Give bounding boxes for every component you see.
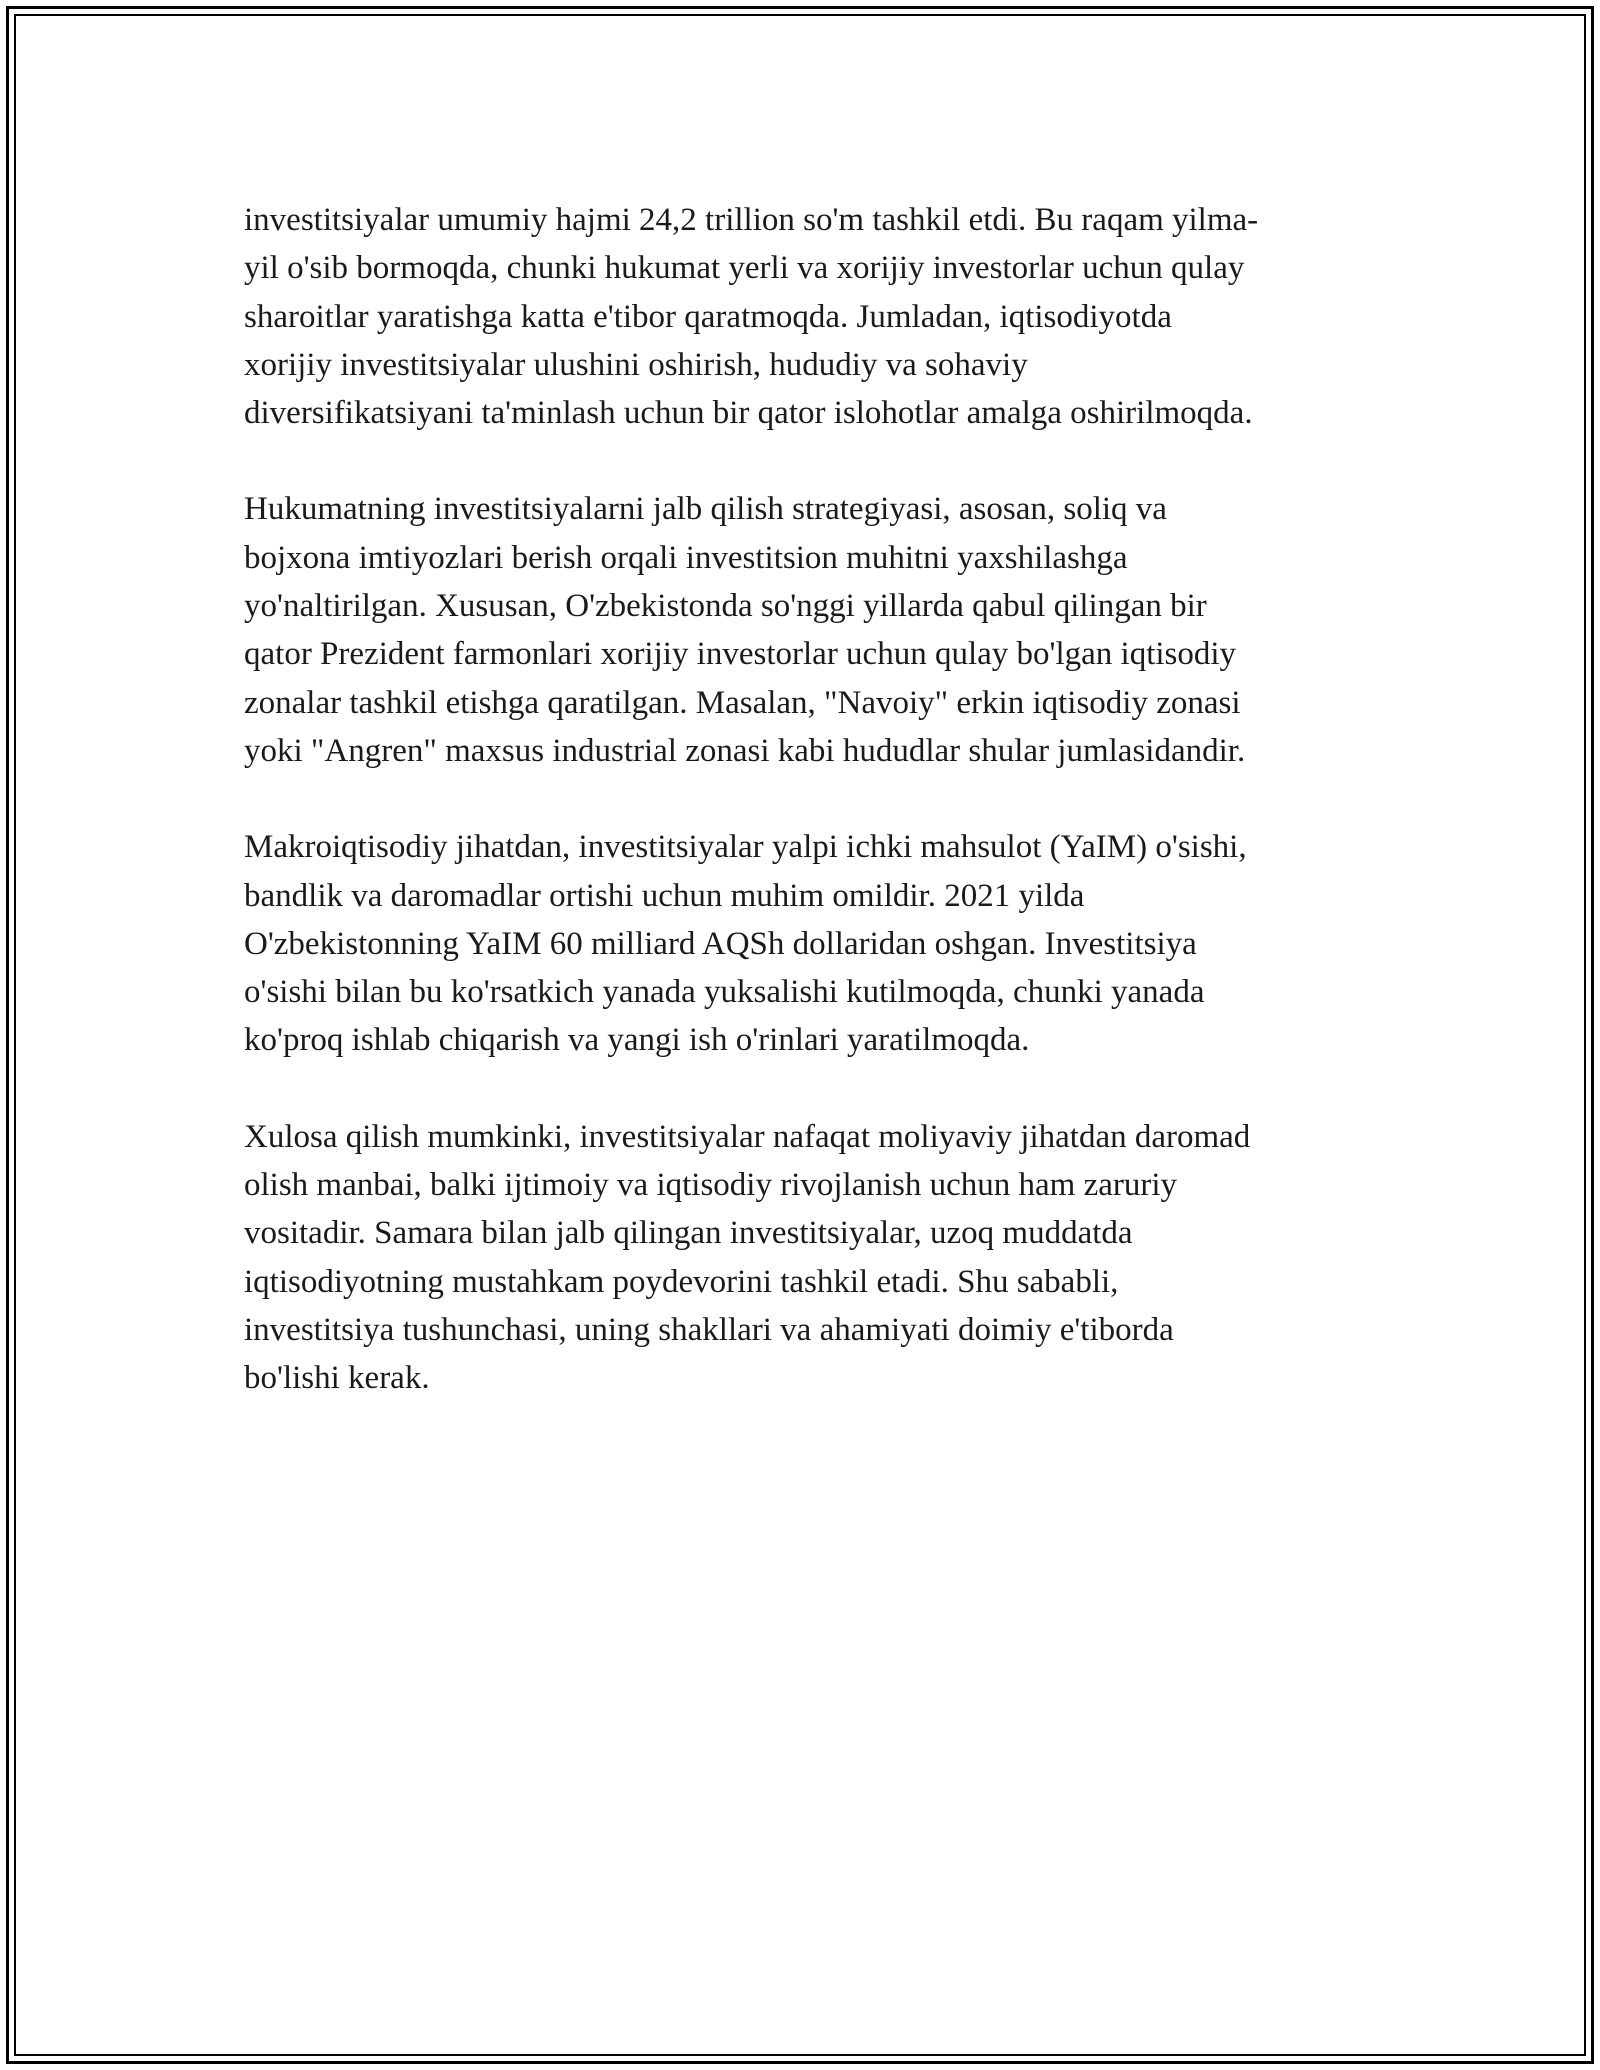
paragraph-conclusion: Xulosa qilish mumkinki, investitsiyalar nafaqat moliyaviy jihatdan daromad olish manbai, balki ijtimoiy va iqtisodiy rivojlanish uchun ham zaruriy vositadir. Samara bilan jalb qilingan investitsiyalar, uzoq muddatda iqtisodiyotning mustahkam poydevorini tashkil etadi. Shu sababli, investitsiya tushunchasi, uning shakllari va ahamiyati doimiy e'tiborda bo'lishi kerak. [244,1118,1251,1397]
paragraph-investment-volume: investitsiyalar umumiy hajmi 24,2 trillion so'm tashkil etdi. Bu raqam yilma- yil o'sib bormoqda, chunki hukumat yerli va xorijiy investorlar uchun qulay sharoitlar yaratishga katta e'tibor qaratmoqda. Jumladan, iqtisodiyotda xorijiy investitsiyalar ulushini oshirish, hududiy va sohaviy diversifikatsiyani ta'minlash uchun bir qator islohotlar amalga oshirilmoqda. [244,202,1259,432]
document-body [244,196,1394,1451]
page-frame [6,6,1594,2064]
paragraph-macroeconomic-impact: Makroiqtisodiy jihatdan, investitsiyalar yalpi ichki mahsulot (YaIM) o'sishi, bandlik va daromadlar ortishi uchun muhim omildir. 2021 yilda O'zbekistonning YaIM 60 milliard AQSh dollaridan oshgan. Investitsiya o'sishi bilan bu ko'rsatkich yanada yuksalishi kutilmoqda, chunki yanada ko'proq ishlab chiqarish va yangi ish o'rinlari yaratilmoqda. [244,829,1247,1059]
paragraph-government-strategy: Hukumatning investitsiyalarni jalb qilish strategiyasi, asosan, soliq va bojxona imtiyozlari berish orqali investitsion muhitni yaxshilashga yo'naltirilgan. Xususan, O'zbekistonda so'nggi yillarda qabul qilingan bir qator Prezident farmonlari xorijiy investorlar uchun qulay bo'lgan iqtisodiy zonalar tashkil etishga qaratilgan. Masalan, "Navoiy" erkin iqtisodiy zonasi yoki "Angren" maxsus industrial zonasi kabi hududlar shular jumlasidandir. [244,491,1246,769]
